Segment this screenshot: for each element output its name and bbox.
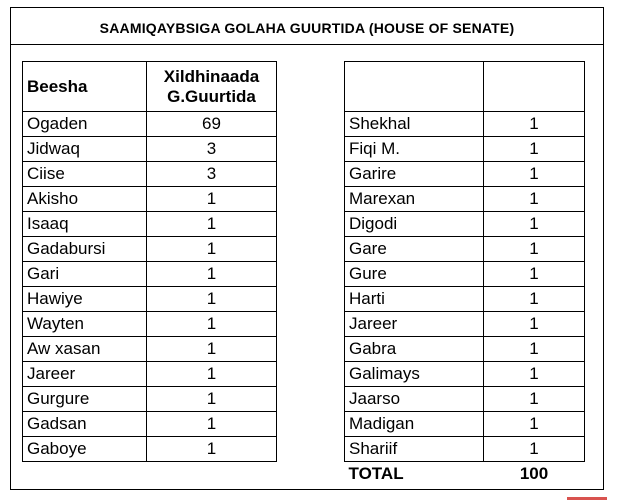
left-table-cell-value: 1 xyxy=(147,212,277,237)
total-row xyxy=(345,462,585,487)
right-table-cell-value: 1 xyxy=(484,362,585,387)
left-table-cell-name: Ogaden xyxy=(23,112,147,137)
right-table-cell-value: 1 xyxy=(484,287,585,312)
left-table-cell-value: 1 xyxy=(147,312,277,337)
right-table-cell-name: Jaarso xyxy=(345,387,484,412)
left-table-row xyxy=(23,212,277,237)
left-table-cell-value: 1 xyxy=(147,412,277,437)
right-table-cell-value: 1 xyxy=(484,312,585,337)
right-table-row xyxy=(345,337,585,362)
left-table-row xyxy=(23,362,277,387)
total-value: 100 xyxy=(519,464,549,483)
left-table-cell-value: 1 xyxy=(147,337,277,362)
header-value-line1: Xildhinaada xyxy=(163,66,260,86)
left-table-cell-value: 1 xyxy=(147,187,277,212)
left-table-row xyxy=(23,262,277,287)
left-table-cell-value: 3 xyxy=(147,137,277,162)
right-table-row xyxy=(345,437,585,462)
left-table-cell-name: Jidwaq xyxy=(23,137,147,162)
left-table-row xyxy=(23,337,277,362)
right-table-cell-value: 1 xyxy=(484,112,585,137)
right-table-cell-name: Galimays xyxy=(345,362,484,387)
header-beesha: Beesha xyxy=(23,62,147,112)
header-xildhinaada xyxy=(147,62,277,112)
right-table-row xyxy=(345,112,585,137)
right-table-cell-name: Gure xyxy=(345,262,484,287)
right-table-row xyxy=(345,387,585,412)
left-table-row xyxy=(23,137,277,162)
right-table-cell-value: 1 xyxy=(484,387,585,412)
left-table-cell-name: Ciise xyxy=(23,162,147,187)
left-table-cell-name: Isaaq xyxy=(23,212,147,237)
left-table-row xyxy=(23,112,277,137)
right-table-row xyxy=(345,137,585,162)
right-table-cell-name: Garire xyxy=(345,162,484,187)
page-title: SAAMIQAYBSIGA GOLAHA GUURTIDA (HOUSE OF SENATE) xyxy=(99,20,515,36)
right-table-row xyxy=(345,362,585,387)
left-table-cell-name: Aw xasan xyxy=(23,337,147,362)
right-table-header xyxy=(345,62,585,112)
left-table-row xyxy=(23,287,277,312)
right-header-blank-name xyxy=(345,62,484,112)
left-table-row xyxy=(23,162,277,187)
right-table-row xyxy=(345,162,585,187)
left-table-row xyxy=(23,187,277,212)
right-table-cell-value: 1 xyxy=(484,237,585,262)
right-table-cell-value: 1 xyxy=(484,162,585,187)
right-table-cell-value: 1 xyxy=(484,212,585,237)
right-table-row xyxy=(345,312,585,337)
left-table-row xyxy=(23,437,277,462)
left-table-cell-name: Jareer xyxy=(23,362,147,387)
right-table-cell-value: 1 xyxy=(484,262,585,287)
left-table-cell-name: Gurgure xyxy=(23,387,147,412)
right-header-blank-value xyxy=(484,62,585,112)
right-table-cell-value: 1 xyxy=(484,337,585,362)
left-table-cell-value: 1 xyxy=(147,362,277,387)
right-table-row xyxy=(345,187,585,212)
right-table-row xyxy=(345,212,585,237)
right-table-cell-value: 1 xyxy=(484,437,585,462)
right-table-cell-name: Harti xyxy=(345,287,484,312)
right-table-cell-name: Shariif xyxy=(345,437,484,462)
right-table-cell-name: Madigan xyxy=(345,412,484,437)
left-table-cell-value: 3 xyxy=(147,162,277,187)
right-table-cell-name: Shekhal xyxy=(345,112,484,137)
right-table xyxy=(344,61,585,486)
right-table-cell-value: 1 xyxy=(484,187,585,212)
right-table-row xyxy=(345,262,585,287)
right-table-cell-name: Jareer xyxy=(345,312,484,337)
left-table-cell-name: Gari xyxy=(23,262,147,287)
left-table-cell-name: Gadabursi xyxy=(23,237,147,262)
right-table-row xyxy=(345,412,585,437)
header-value-line2: G.Guurtida xyxy=(167,86,256,106)
right-table-cell-name: Gare xyxy=(345,237,484,262)
right-table-cell-value: 1 xyxy=(484,137,585,162)
left-table-row xyxy=(23,312,277,337)
left-table-cell-name: Gaboye xyxy=(23,437,147,462)
left-table-cell-name: Hawiye xyxy=(23,287,147,312)
right-table-cell-name: Marexan xyxy=(345,187,484,212)
left-table-cell-value: 1 xyxy=(147,387,277,412)
right-table-cell-name: Gabra xyxy=(345,337,484,362)
left-table-row xyxy=(23,412,277,437)
left-table-cell-value: 69 xyxy=(147,112,277,137)
left-table-cell-name: Akisho xyxy=(23,187,147,212)
left-table-cell-name: Wayten xyxy=(23,312,147,337)
left-table-cell-value: 1 xyxy=(147,287,277,312)
title-bar xyxy=(11,8,603,45)
right-table-cell-name: Fiqi M. xyxy=(345,137,484,162)
right-table-row xyxy=(345,237,585,262)
right-table-cell-name: Digodi xyxy=(345,212,484,237)
left-table-cell-value: 1 xyxy=(147,437,277,462)
left-table-row xyxy=(23,237,277,262)
left-table-header xyxy=(23,62,277,112)
left-table-cell-name: Gadsan xyxy=(23,412,147,437)
total-label: TOTAL xyxy=(348,464,404,483)
right-table-row xyxy=(345,287,585,312)
left-table-row xyxy=(23,387,277,412)
right-table-cell-value: 1 xyxy=(484,412,585,437)
left-table-cell-value: 1 xyxy=(147,237,277,262)
left-table-cell-value: 1 xyxy=(147,262,277,287)
left-table xyxy=(22,61,277,462)
